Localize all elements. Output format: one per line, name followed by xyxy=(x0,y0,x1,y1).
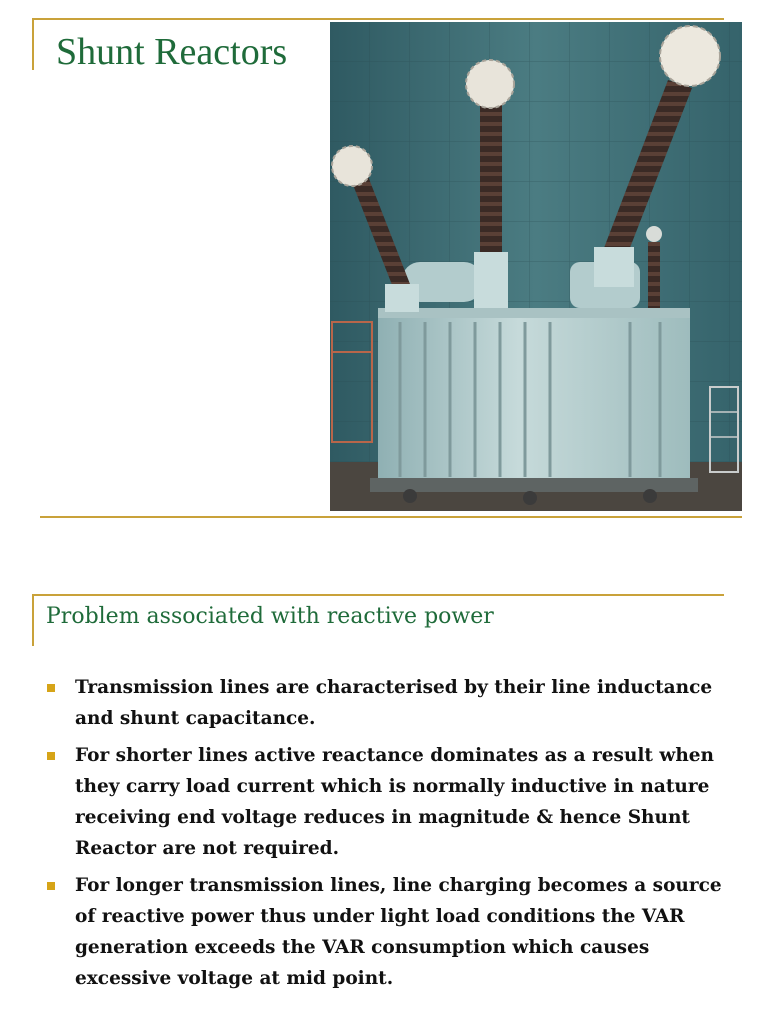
bullet-text: Transmission lines are characterised by their line inductance and shunt capacitance. xyxy=(75,677,713,729)
top-frame-line xyxy=(32,18,724,20)
bullet-text: For longer transmission lines, line charging becomes a source of reactive power thus under light load conditions the VAR generation exceeds the VAR consumption which causes excessive voltage at mid point. xyxy=(75,875,722,989)
bullet-list xyxy=(46,672,736,1000)
slide-title: Problem associated with reactive power xyxy=(46,604,494,629)
shunt-reactor-photo xyxy=(330,22,742,511)
bullet-text: For shorter lines active reactance dominates as a result when they carry load current which is normally inductive in nature receiving end voltage reduces in magnitude & hence Shunt Reactor are not required. xyxy=(75,745,714,859)
slide-title: Shunt Reactors xyxy=(56,31,288,73)
top-frame-line xyxy=(32,594,724,596)
left-frame-tick xyxy=(32,594,34,646)
list-item xyxy=(46,740,736,864)
left-frame-tick xyxy=(32,18,34,70)
slide-reactive-power-problem xyxy=(0,590,768,1024)
bullet-square-icon xyxy=(47,752,55,760)
list-item xyxy=(46,672,736,734)
list-item xyxy=(46,870,736,994)
bullet-square-icon xyxy=(47,684,55,692)
bullet-square-icon xyxy=(47,882,55,890)
bottom-frame-line xyxy=(40,516,742,518)
